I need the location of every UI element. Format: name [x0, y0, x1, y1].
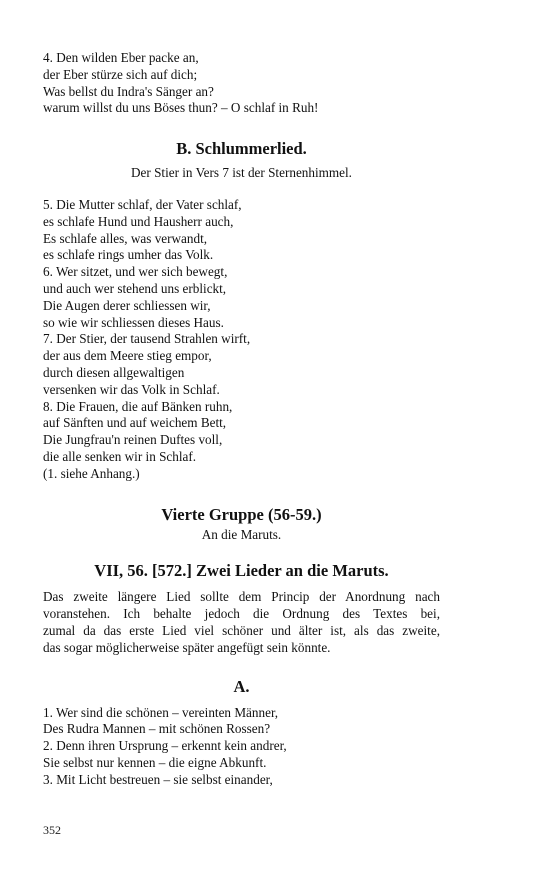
verse-line: der aus dem Meere stieg empor,: [43, 348, 212, 364]
verse-line: der Eber stürze sich auf dich;: [43, 66, 198, 82]
section-b-note: Der Stier in Vers 7 ist der Sternenhimmel.: [131, 165, 352, 181]
verse-line: und auch wer stehend uns erblickt,: [43, 280, 227, 296]
verse-line: 5. Die Mutter schlaf, der Vater schlaf,: [43, 196, 242, 212]
group-subtitle: An die Maruts.: [201, 526, 282, 542]
verse-line: 2. Denn ihren Ursprung – erkennt kein andrer,: [43, 738, 287, 754]
verse-line: 4. Den wilden Eber packe an,: [43, 50, 199, 65]
hymn-intro: [43, 589, 440, 656]
intro-line: voranstehen. Ich behalte jedoch die Ordnung des Textes bei,: [43, 606, 440, 622]
section-b-verses: [43, 197, 440, 483]
verse-line: warum willst du uns Böses thun? – O schlaf in Ruh!: [43, 100, 319, 116]
verse-line: auf Sänften und auf weichem Bett,: [43, 415, 227, 431]
verse-line: Die Augen derer schliessen wir,: [43, 297, 211, 313]
verse-line: es schlafe rings umher das Volk.: [43, 247, 214, 263]
section-a-verses: [43, 705, 440, 789]
verse-line: Die Jungfrau'n reinen Duftes voll,: [43, 432, 223, 448]
page-body: [43, 48, 440, 789]
verse-line: Sie selbst nur kennen – die eigne Abkunft.: [43, 754, 267, 770]
verse-line: 6. Wer sitzet, und wer sich bewegt,: [43, 264, 228, 280]
verse-line: 3. Mit Licht bestreuen – sie selbst einander,: [43, 771, 273, 787]
verse-line: 1. Wer sind die schönen – vereinten Männer,: [43, 704, 279, 720]
intro-line: zumal da das erste Lied viel schöner und älter ist, als das zweite,: [43, 622, 440, 638]
verse-line: versenken wir das Volk in Schlaf.: [43, 381, 220, 397]
verse-line: 8. Die Frauen, die auf Bänken ruhn,: [43, 398, 233, 414]
page-number: 352: [43, 823, 61, 837]
verse-line: Des Rudra Mannen – mit schönen Rossen?: [43, 721, 271, 737]
verse-line: Es schlafe alles, was verwandt,: [43, 230, 208, 246]
verse-line: so wie wir schliessen dieses Haus.: [43, 314, 224, 330]
stanza-4: [43, 50, 440, 117]
section-b-heading: B. Schlummerlied.: [176, 139, 307, 159]
verse-line: die alle senken wir in Schlaf.: [43, 448, 197, 464]
intro-line: das sogar möglicherweise später angefügt sein könnte.: [43, 639, 331, 655]
verse-line: durch diesen allgewaltigen: [43, 364, 185, 380]
group-heading: Vierte Gruppe (56-59.): [161, 504, 322, 524]
verse-line: Was bellst du Indra's Sänger an?: [43, 83, 214, 99]
intro-line: Das zweite längere Lied sollte dem Princip der Anordnung nach: [43, 589, 440, 605]
footnote-reference: (1. siehe Anhang.): [43, 465, 140, 481]
hymn-heading: VII, 56. [572.] Zwei Lieder an die Maruts.: [94, 561, 389, 581]
verse-line: es schlafe Hund und Hausherr auch,: [43, 213, 234, 229]
section-a-heading: A.: [233, 676, 250, 696]
verse-line: 7. Der Stier, der tausend Strahlen wirft,: [43, 331, 251, 347]
